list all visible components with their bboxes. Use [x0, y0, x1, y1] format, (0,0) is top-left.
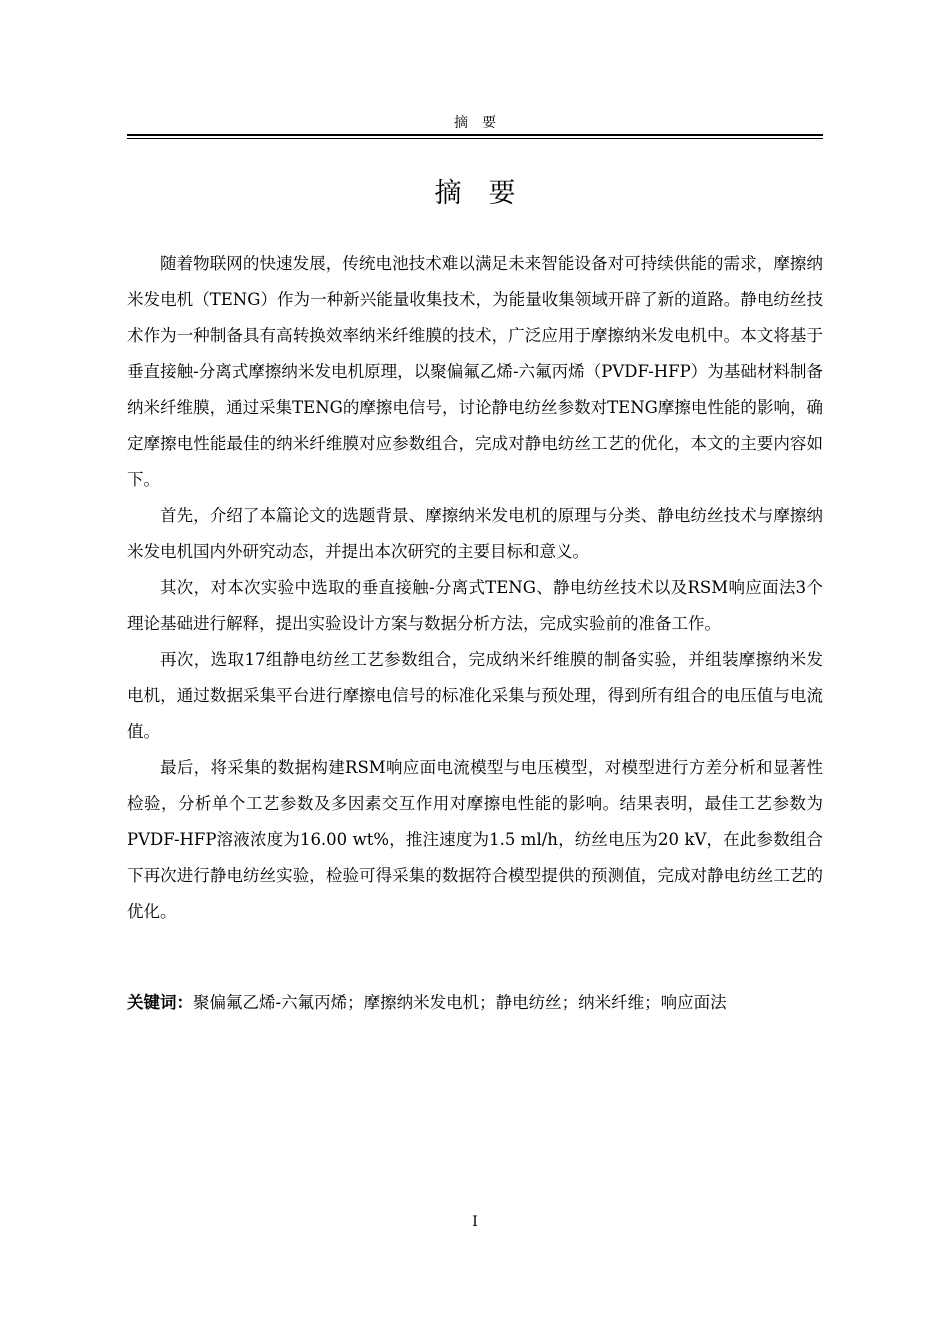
keywords-text: 聚偏氟乙烯-六氟丙烯；摩擦纳米发电机；静电纺丝；纳米纤维；响应面法	[193, 993, 727, 1012]
abstract-body	[127, 246, 823, 930]
running-header: 摘 要	[454, 115, 496, 131]
abstract-paragraph: 最后，将采集的数据构建RSM响应面电流模型与电压模型，对模型进行方差分析和显著性检验，分析单个工艺参数及多因素交互作用对摩擦电性能的影响。结果表明，最佳工艺参数为PVDF-HFP溶液浓度为16.00 wt%，推注速度为1.5 ml/h，纺丝电压为20 kV，在此参数组合下再次进行静电纺丝实验，检验可得采集的数据符合模型提供的预测值，完成对静电纺丝工艺的优化。	[127, 758, 823, 921]
abstract-paragraph: 其次，对本次实验中选取的垂直接触-分离式TENG、静电纺丝技术以及RSM响应面法3个理论基础进行解释，提出实验设计方案与数据分析方法，完成实验前的准备工作。	[127, 578, 823, 633]
header-double-rule	[127, 134, 823, 139]
keywords-line	[127, 985, 827, 1021]
abstract-paragraph: 再次，选取17组静电纺丝工艺参数组合，完成纳米纤维膜的制备实验，并组装摩擦纳米发电机，通过数据采集平台进行摩擦电信号的标准化采集与预处理，得到所有组合的电压值与电流值。	[127, 650, 823, 741]
page-title: 摘 要	[434, 178, 516, 209]
page-number: I	[472, 1214, 478, 1230]
keywords-label: 关键词：	[127, 993, 193, 1012]
abstract-paragraph: 首先，介绍了本篇论文的选题背景、摩擦纳米发电机的原理与分类、静电纺丝技术与摩擦纳米发电机国内外研究动态，并提出本次研究的主要目标和意义。	[127, 506, 823, 561]
abstract-paragraph: 随着物联网的快速发展，传统电池技术难以满足未来智能设备对可持续供能的需求，摩擦纳米发电机（TENG）作为一种新兴能量收集技术，为能量收集领域开辟了新的道路。静电纺丝技术作为一种制备具有高转换效率纳米纤维膜的技术，广泛应用于摩擦纳米发电机中。本文将基于垂直接触-分离式摩擦纳米发电机原理，以聚偏氟乙烯-六氟丙烯（PVDF-HFP）为基础材料制备纳米纤维膜，通过采集TENG的摩擦电信号，讨论静电纺丝参数对TENG摩擦电性能的影响，确定摩擦电性能最佳的纳米纤维膜对应参数组合，完成对静电纺丝工艺的优化，本文的主要内容如下。	[127, 254, 823, 489]
